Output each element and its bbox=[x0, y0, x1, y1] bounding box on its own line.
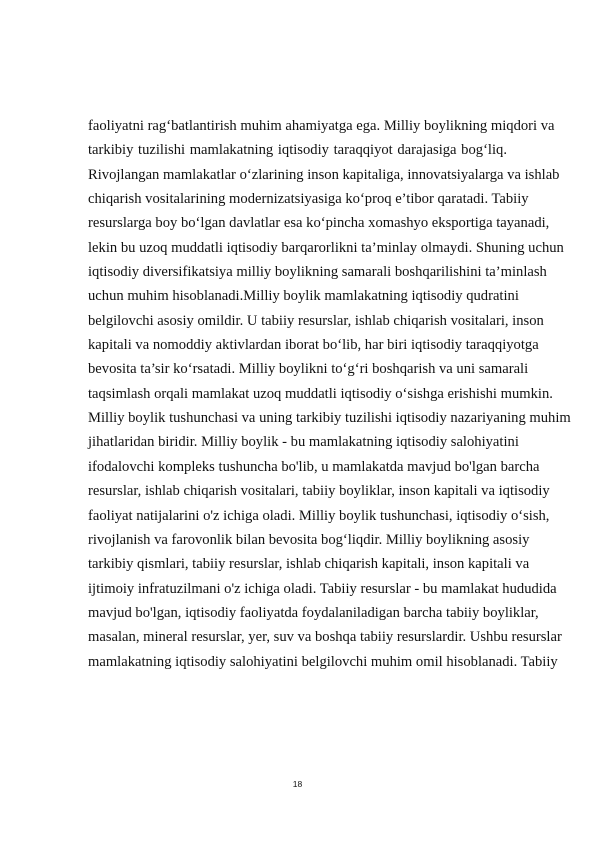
text-line: faoliyatni rag‘batlantirish muhim ahamiyatga ega. Milliy boylikning miqdori va bbox=[88, 118, 555, 134]
text-line: jihatlaridan biridir. Milliy boylik - bu mamlakatning iqtisodiy salohiyatini bbox=[88, 434, 519, 451]
text-line: resurslar, ishlab chiqarish vositalari, tabiiy boyliklar, inson kapitali va iqtisodiy bbox=[88, 483, 550, 500]
text-line: taqsimlash orqali mamlakat uzoq muddatli iqtisodiy o‘sishga erishishi mumkin. bbox=[88, 385, 553, 402]
text-line: uchun muhim hisoblanadi.Milliy boylik mamlakatning iqtisodiy qudratini bbox=[88, 288, 519, 305]
text-line: iqtisodiy diversifikatsiya milliy boylikning samarali boshqarilishini ta’minlash bbox=[88, 264, 547, 281]
text-line: lekin bu uzoq muddatli iqtisodiy barqarorlikni ta’minlay olmaydi. Shuning uchun bbox=[88, 239, 564, 256]
text-line: mamlakatning iqtisodiy salohiyatini belgilovchi muhim omil hisoblanadi. Tabiiy bbox=[88, 653, 558, 670]
text-line: tarkibiy tuzilishi mamlakatning iqtisodiy taraqqiyot darajasiga bog‘liq. bbox=[88, 142, 507, 159]
text-line: resurslarga boy bo‘lgan davlatlar esa ko‘pincha xomashyo eksportiga tayanadi, bbox=[88, 215, 550, 232]
text-line: ifodalovchi kompleks tushuncha bo'lib, u mamlakatda mavjud bo'lgan barcha bbox=[88, 458, 540, 475]
text-line: Milliy boylik tushunchasi va uning tarkibiy tuzilishi iqtisodiy nazariyaning muhim bbox=[88, 410, 571, 427]
text-line: tarkibiy qismlari, tabiiy resurslar, ishlab chiqarish kapitali, inson kapitali va bbox=[88, 556, 530, 573]
text-line: ijtimoiy infratuzilmani o'z ichiga oladi. Tabiiy resurslar - bu mamlakat hududida bbox=[88, 580, 557, 597]
text-line: rivojlanish va farovonlik bilan bevosita bog‘liqdir. Milliy boylikning asosiy bbox=[88, 531, 530, 548]
text-line: bevosita ta’sir ko‘rsatadi. Milliy boylikni to‘g‘ri boshqarish va uni samarali bbox=[88, 361, 529, 378]
page-number: 18 bbox=[292, 779, 303, 789]
text-line: masalan, mineral resurslar, yer, suv va boshqa tabiiy resurslardir. Ushbu resurslar bbox=[88, 629, 562, 646]
text-line: chiqarish vositalarining modernizatsiyasiga ko‘proq e’tibor qaratadi. Tabiiy bbox=[88, 191, 529, 208]
text-line: belgilovchi asosiy omildir. U tabiiy resurslar, ishlab chiqarish vositalari, inson bbox=[88, 312, 544, 329]
text-line: Rivojlangan mamlakatlar o‘zlarining inson kapitaliga, innovatsiyalarga va ishlab bbox=[88, 166, 560, 183]
text-line: kapitali va nomoddiy aktivlardan iborat bo‘lib, har biri iqtisodiy taraqqiyotga bbox=[88, 337, 539, 354]
body-paragraph bbox=[88, 114, 571, 674]
text-line: faoliyat natijalarini o'z ichiga oladi. Milliy boylik tushunchasi, iqtisodiy o‘sish, bbox=[88, 507, 550, 524]
text-line: mavjud bo'lgan, iqtisodiy faoliyatda foydalaniladigan barcha tabiiy boyliklar, bbox=[88, 604, 539, 621]
